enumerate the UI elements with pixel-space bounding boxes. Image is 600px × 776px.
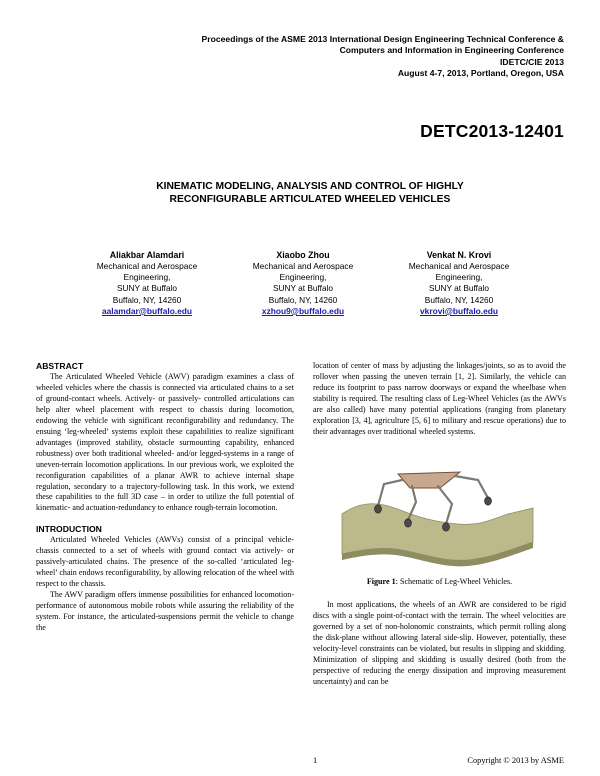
body-paragraph: location of center of mass by adjusting the linkages/joints, so as to avoid the rollover when passing the uneven terrain [1, 2]. Similarly, the vehicle can reduce its footprint to pass narrow doorways or expand the wheelbase when stability is required. The resulting class of Leg-Wheel Vehicles (as the AWVs are also called) have many potential applications (ranging from planetary exploration [3, 4], agriculture [5, 6] to military and rescue operations) due to their advantages over traditional wheeled systems. — [313, 361, 566, 436]
figure-caption — [313, 577, 566, 586]
author-city: Buffalo, NY, 14260 — [268, 294, 338, 305]
proceedings-line: August 4-7, 2013, Portland, Oregon, USA — [397, 68, 564, 79]
author-affiliation: Mechanical and Aerospace — [408, 261, 510, 271]
author-block — [72, 249, 222, 317]
author-city: Buffalo, NY, 14260 — [424, 294, 494, 305]
introduction-paragraph: The AWV paradigm offers immense possibilities for enhanced locomotion-performance of autonomous mobile robots while assuring the reliability of the system. For instance, the articulated-suspensions permit the vehicle to change the — [36, 590, 294, 633]
right-column-bottom — [313, 600, 566, 688]
proceedings-line: Proceedings of the ASME 2013 International Design Engineering Technical Conference & — [201, 34, 564, 44]
author-affiliation: Engineering, — [435, 272, 483, 283]
title-line: RECONFIGURABLE ARTICULATED WHEELED VEHICLES — [169, 194, 451, 206]
author-name: Xiaobo Zhou — [276, 250, 330, 260]
introduction-paragraph: Articulated Wheeled Vehicles (AWVs) consist of a principal vehicle-chassis connected to a set of wheels with ground contact via actively- or passively-articulated chains. The presence of the so-called ‘articulated leg-wheel’ chain endows reconfigurability, by allowing relocation of the wheel with respect to the chassis. — [36, 535, 294, 589]
author-email-link[interactable]: aalamdar@buffalo.edu — [101, 305, 193, 316]
paper-id: DETC2013-12401 — [420, 121, 564, 141]
author-block — [228, 249, 378, 317]
author-block — [384, 249, 534, 317]
proceedings-line: Computers and Information in Engineering Conference — [339, 45, 564, 56]
title-line: KINEMATIC MODELING, ANALYSIS AND CONTROL OF HIGHLY — [156, 181, 464, 192]
introduction-heading: INTRODUCTION — [36, 524, 102, 535]
body-paragraph: In most applications, the wheels of an AWR are considered to be rigid discs with a single point-of-contact with the terrain. The wheel velocities are governed by a set of non-holonomic constraints, which permit rolling along the disk-plane without allowing lateral side-slip. However, potentially, these velocity-level constraints can be violated, but results in slipping and skidding. Minimization of slipping and skidding is usually desired (both from the perspective of reducing the energy dissipation and improving measurement uncertainty) and can be — [313, 600, 566, 686]
figure-caption-text: : Schematic of Leg-Wheel Vehicles. — [395, 577, 513, 586]
author-affiliation: Engineering, — [279, 272, 327, 283]
page-number: 1 — [313, 756, 318, 765]
author-name: Aliakbar Alamdari — [109, 250, 185, 260]
author-university: SUNY at Buffalo — [428, 283, 490, 294]
author-name: Venkat N. Krovi — [426, 250, 492, 260]
abstract-text: The Articulated Wheeled Vehicle (AWV) paradigm examines a class of wheeled vehicles where the chassis is connected via articulated chains to a set of ground-contact wheels. Actively- or passively- controlled articulations can help alter wheel placement with respect to chassis during locomotion, endowing the vehicle with significant reconfigurability and redundancy. The ensuing ‘leg-wheeled’ systems exploit these capabilities to realize significant advantages (improved stability, obstacle surmounting capability, enhanced robustness) over both traditional wheeled- and/or legged-systems in a range of uneven-terrain locomotion applications. In our previous work, we exploited the reconfiguration capabilities of a planar AWR to achieve internal shape regulation, secondary to a trajectory-following task. In this work, we extend these capabilities to the full 3D case – in order to utilize the full potential of kinematic- and actuation-redundancy to enhance rough-terrain locomotion. — [36, 372, 294, 513]
author-city: Buffalo, NY, 14260 — [112, 294, 182, 305]
abstract-heading: ABSTRACT — [36, 361, 84, 371]
author-email-link[interactable]: vkrovi@buffalo.edu — [420, 305, 498, 316]
author-affiliation: Mechanical and Aerospace — [252, 261, 354, 271]
leg-wheel-vehicle-figure — [340, 462, 535, 572]
author-university: SUNY at Buffalo — [116, 283, 178, 294]
proceedings-header — [124, 34, 564, 80]
left-column — [36, 361, 294, 634]
proceedings-line: IDETC/CIE 2013 — [500, 56, 564, 67]
right-column-top — [313, 361, 566, 438]
chassis-body — [398, 472, 460, 488]
figure-label: Figure 1 — [366, 577, 396, 586]
paper-title — [100, 180, 520, 206]
author-affiliation: Engineering, — [123, 272, 171, 283]
author-university: SUNY at Buffalo — [272, 283, 334, 294]
author-affiliation: Mechanical and Aerospace — [96, 261, 198, 271]
author-email-link[interactable]: xzhou9@buffalo.edu — [261, 305, 345, 316]
copyright-notice: Copyright © 2013 by ASME — [467, 756, 564, 765]
